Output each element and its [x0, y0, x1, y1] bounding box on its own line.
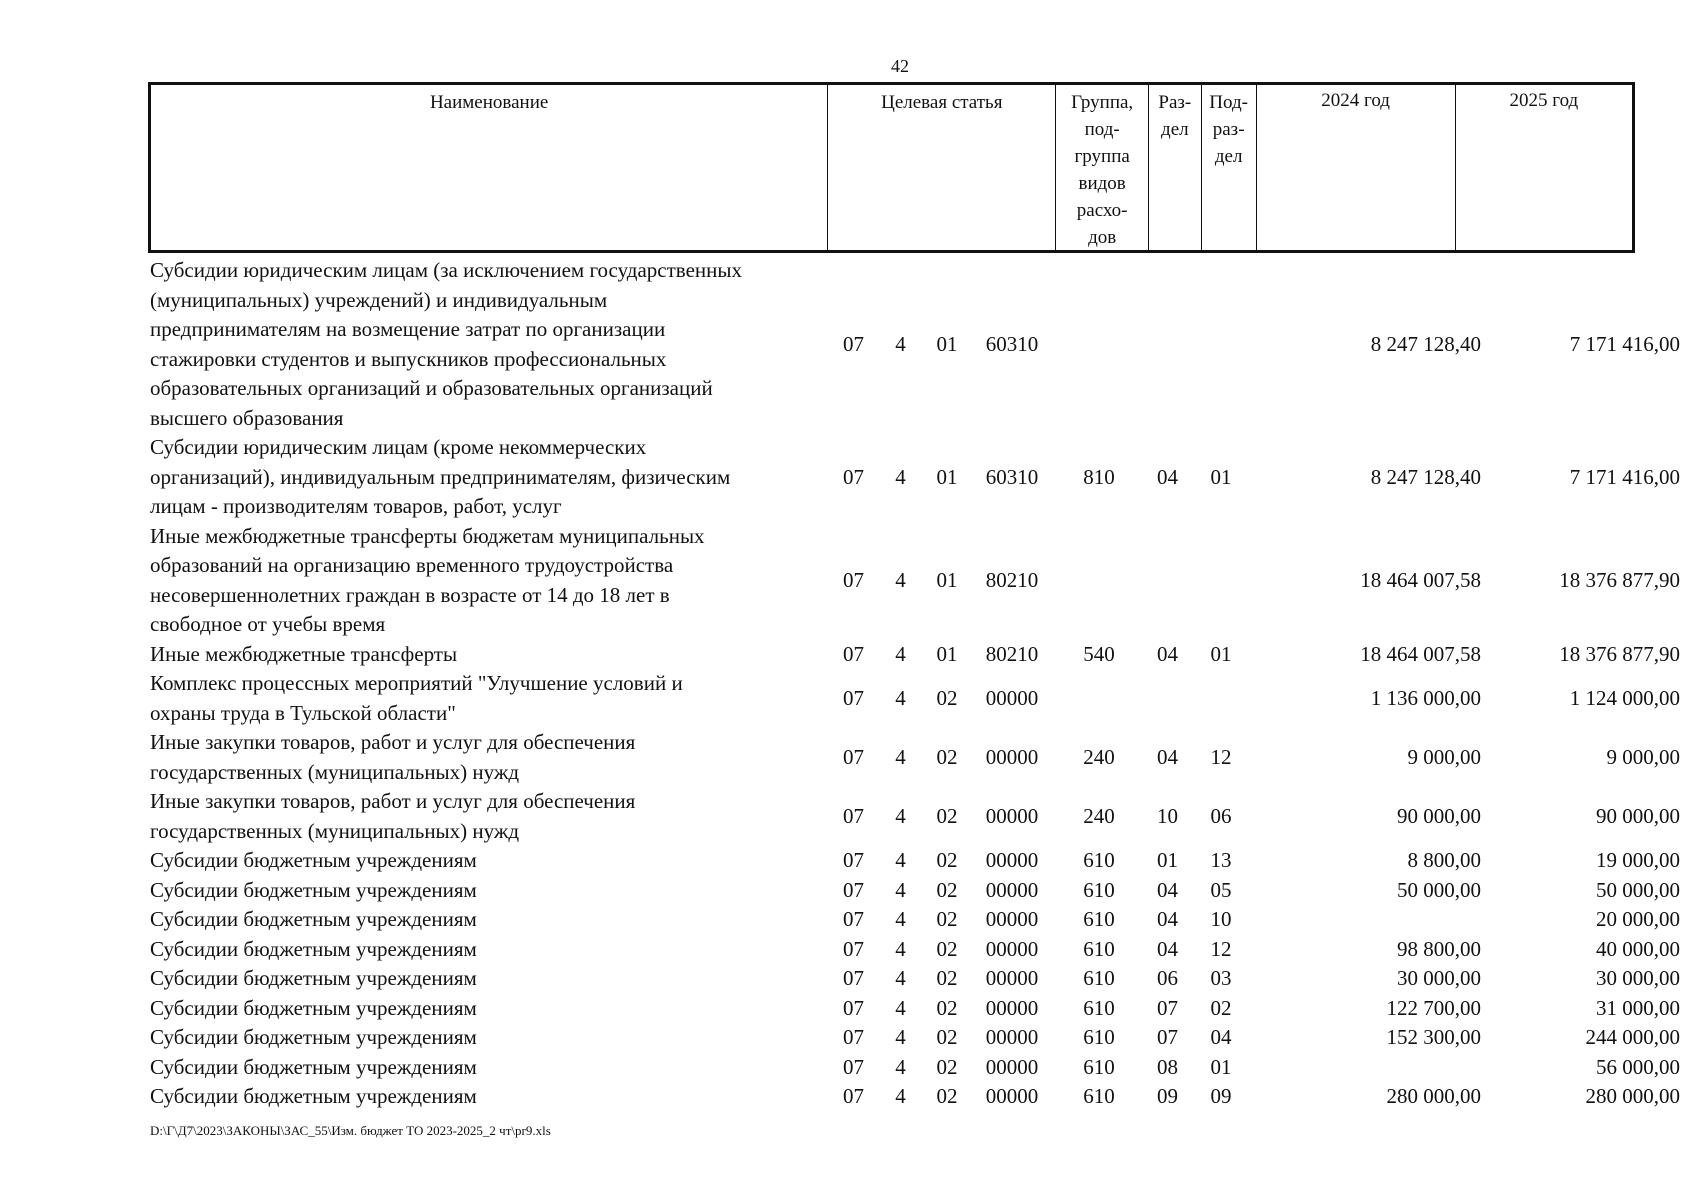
code-part-4: 00000: [985, 995, 1039, 1020]
code-part-2: 4: [895, 744, 906, 769]
header-line: дел: [1161, 119, 1189, 140]
code-part-3: 02: [936, 995, 958, 1020]
subsection-cell: 06: [1210, 803, 1232, 828]
code-part-2: 4: [895, 1025, 906, 1049]
amount-2025: 30 000,00: [1596, 966, 1680, 990]
row-name: [150, 935, 830, 965]
code-part-1: 07: [843, 331, 864, 356]
table-row: [150, 256, 1680, 433]
code-part-3: 02: [936, 877, 958, 902]
subsection-cell: 01: [1210, 641, 1232, 666]
table-row: [150, 905, 1680, 935]
code-part-3: 02: [936, 936, 958, 961]
group-cell: 610: [1083, 907, 1115, 931]
code-part-2: 4: [895, 966, 906, 990]
group-cell: 610: [1083, 966, 1115, 990]
code-part-3: 02: [936, 1054, 958, 1079]
table-row: [150, 522, 1680, 640]
code-part-3: 02: [936, 803, 958, 828]
amount-2024: 18 464 007,58: [1360, 567, 1481, 592]
code-part-1: 07: [843, 803, 864, 828]
code-part-1: 07: [843, 641, 864, 666]
code-part-2: 4: [895, 936, 906, 961]
code-part-4: 00000: [985, 907, 1039, 931]
code-part-1: 07: [843, 464, 864, 489]
code-part-4: 00000: [985, 966, 1039, 990]
code-part-4: 60310: [985, 464, 1039, 489]
group-cell: 610: [1083, 1025, 1115, 1049]
row-name-line: высшего образования: [150, 405, 344, 430]
code-part-2: 4: [895, 1054, 906, 1079]
section-cell: 04: [1157, 641, 1178, 666]
code-part-1: 07: [843, 907, 864, 931]
section-cell: 08: [1157, 1054, 1178, 1079]
section-cell: 06: [1157, 966, 1178, 990]
row-name-line: свободное от учебы время: [150, 612, 386, 636]
code-part-2: 4: [895, 641, 906, 666]
table-row: [150, 787, 1680, 846]
amount-2024: 30 000,00: [1397, 966, 1481, 990]
amount-2025: 7 171 416,00: [1569, 331, 1680, 356]
row-name-line: Субсидии бюджетным учреждениям: [150, 848, 477, 872]
row-name-line: Субсидии бюджетным учреждениям: [150, 995, 477, 1020]
header-name: Наименование: [151, 85, 828, 250]
section-cell: 04: [1157, 907, 1178, 931]
row-name-line: Субсидии бюджетным учреждениям: [150, 907, 477, 931]
code-part-2: 4: [895, 331, 906, 356]
amount-2024: 280 000,00: [1386, 1084, 1481, 1108]
amount-2025: 50 000,00: [1596, 877, 1680, 902]
row-name: [150, 964, 830, 994]
code-part-2: 4: [895, 848, 906, 872]
code-part-1: 07: [843, 995, 864, 1020]
amount-2025: 280 000,00: [1585, 1084, 1680, 1108]
code-part-4: 00000: [985, 685, 1039, 710]
row-name-line: Иные межбюджетные трансферты: [150, 641, 458, 666]
group-cell: 610: [1083, 877, 1115, 902]
row-name-line: стажировки студентов и выпускников профессиональных: [150, 346, 667, 371]
header-section: [1149, 85, 1202, 250]
table-row: [150, 1053, 1680, 1083]
row-name-line: образований на организацию временного трудоустройства: [150, 553, 674, 577]
code-part-4: 00000: [985, 848, 1039, 872]
table-row: [150, 1023, 1680, 1053]
row-name-line: организаций), индивидуальным предпринимателям, физическим: [150, 464, 731, 489]
code-part-4: 00000: [985, 877, 1039, 902]
amount-2024: 8 247 128,40: [1370, 464, 1481, 489]
header-target-article: Целевая статья: [828, 85, 1056, 250]
section-cell: 04: [1157, 877, 1178, 902]
row-name: [150, 640, 830, 670]
row-name-line: охраны труда в Тульской области": [150, 700, 456, 725]
row-name: [150, 728, 830, 787]
row-name-line: Субсидии бюджетным учреждениям: [150, 936, 477, 961]
row-name-line: Субсидии бюджетным учреждениям: [150, 1025, 477, 1049]
subsection-cell: 09: [1210, 1084, 1232, 1108]
code-part-4: 00000: [985, 1025, 1039, 1049]
subsection-cell: 01: [1210, 1054, 1232, 1079]
group-cell: 240: [1083, 803, 1115, 828]
table-row: [150, 994, 1680, 1024]
row-name-line: Субсидии бюджетным учреждениям: [150, 1084, 477, 1108]
code-part-4: 00000: [985, 936, 1039, 961]
row-name: [150, 669, 830, 728]
header-line: раз-: [1212, 119, 1245, 140]
section-cell: 01: [1157, 848, 1178, 872]
row-name-line: Комплекс процессных мероприятий "Улучшение условий и: [150, 671, 683, 695]
amount-2025: 90 000,00: [1596, 803, 1680, 828]
amount-2025: 40 000,00: [1596, 936, 1680, 961]
file-path-footer: D:\Г\Д7\2023\ЗАКОНЫ\ЗАС_55\Изм. бюджет ТО 2023-2025_2 чт\pr9.xls: [150, 1123, 551, 1138]
amount-2024: 90 000,00: [1397, 803, 1481, 828]
amount-2025: 18 376 877,90: [1559, 641, 1680, 666]
row-name: [150, 787, 830, 846]
amount-2024: 152 300,00: [1386, 1025, 1481, 1049]
code-part-2: 4: [895, 567, 906, 592]
table-row: [150, 669, 1680, 728]
row-name: [150, 846, 830, 876]
amount-2025: 31 000,00: [1596, 995, 1680, 1020]
code-part-3: 02: [936, 848, 958, 872]
code-part-2: 4: [895, 464, 906, 489]
code-part-4: 00000: [985, 803, 1039, 828]
code-part-1: 07: [843, 966, 864, 990]
code-part-3: 01: [936, 641, 958, 666]
group-cell: 610: [1083, 1054, 1115, 1079]
header-line: группа: [1074, 146, 1130, 167]
subsection-cell: 12: [1210, 936, 1232, 961]
row-name-line: Иные закупки товаров, работ и услуг для обеспечения: [150, 730, 636, 754]
header-line: Группа,: [1071, 92, 1134, 113]
section-cell: 09: [1157, 1084, 1178, 1108]
row-name: [150, 905, 830, 935]
subsection-cell: 01: [1210, 464, 1232, 489]
table-header: [148, 82, 1635, 253]
table-row: [150, 1082, 1680, 1112]
row-name-line: лицам - производителям товаров, работ, услуг: [150, 494, 562, 518]
code-part-1: 07: [843, 1084, 864, 1108]
row-name-line: Иные межбюджетные трансферты бюджетам муниципальных: [150, 523, 705, 548]
subsection-cell: 05: [1210, 877, 1232, 902]
code-part-2: 4: [895, 907, 906, 931]
code-part-3: 02: [936, 1084, 958, 1108]
row-name-line: предпринимателям на возмещение затрат по организации: [150, 317, 666, 341]
code-part-4: 80210: [985, 641, 1039, 666]
amount-2025: 20 000,00: [1596, 907, 1680, 931]
row-name-line: государственных (муниципальных) нужд: [150, 759, 520, 784]
code-part-3: 01: [936, 464, 958, 489]
header-line: видов: [1078, 173, 1126, 194]
amount-2025: 19 000,00: [1596, 848, 1680, 872]
section-cell: 04: [1157, 744, 1178, 769]
row-name: [150, 1082, 830, 1112]
table-body: [150, 256, 1680, 1112]
subsection-cell: 02: [1210, 995, 1232, 1020]
table-row: [150, 935, 1680, 965]
group-cell: 610: [1083, 936, 1115, 961]
header-line: дел: [1214, 146, 1243, 167]
header-line: расхо-: [1076, 200, 1128, 221]
row-name-line: Субсидии бюджетным учреждениям: [150, 1054, 477, 1079]
code-part-4: 00000: [985, 1084, 1039, 1108]
page-number: 42: [891, 56, 909, 76]
code-part-4: 00000: [985, 744, 1039, 769]
section-cell: 04: [1157, 464, 1178, 489]
row-name: [150, 433, 830, 522]
code-part-3: 02: [936, 744, 958, 769]
code-part-1: 07: [843, 744, 864, 769]
table-row: [150, 728, 1680, 787]
section-cell: 04: [1157, 936, 1178, 961]
amount-2024: 50 000,00: [1397, 877, 1481, 902]
row-name-line: Субсидии бюджетным учреждениям: [150, 877, 477, 902]
header-year-2024: 2024 год: [1257, 85, 1456, 250]
code-part-3: 02: [936, 685, 958, 710]
row-name-line: государственных (муниципальных) нужд: [150, 818, 520, 843]
table-row: [150, 876, 1680, 906]
section-cell: 10: [1157, 803, 1178, 828]
code-part-2: 4: [895, 803, 906, 828]
table-row: [150, 846, 1680, 876]
row-name: [150, 1053, 830, 1083]
row-name: [150, 256, 830, 433]
code-part-1: 07: [843, 1025, 864, 1049]
code-part-2: 4: [895, 685, 906, 710]
amount-2024: 9 000,00: [1407, 744, 1481, 769]
group-cell: 540: [1083, 641, 1115, 666]
row-name-line: Иные закупки товаров, работ и услуг для обеспечения: [150, 789, 636, 813]
row-name: [150, 522, 830, 640]
table-row: [150, 640, 1680, 670]
code-part-4: 80210: [985, 567, 1039, 592]
group-cell: 610: [1083, 1084, 1115, 1108]
table-row: [150, 433, 1680, 522]
subsection-cell: 13: [1210, 848, 1232, 872]
code-part-2: 4: [895, 995, 906, 1020]
code-part-3: 02: [936, 966, 958, 990]
code-part-4: 60310: [985, 331, 1039, 356]
code-part-4: 00000: [985, 1054, 1039, 1079]
header-line: дов: [1088, 227, 1117, 248]
amount-2025: 56 000,00: [1596, 1054, 1680, 1079]
code-part-1: 07: [843, 848, 864, 872]
code-part-2: 4: [895, 877, 906, 902]
header-group: [1056, 85, 1149, 250]
code-part-1: 07: [843, 877, 864, 902]
row-name: [150, 876, 830, 906]
amount-2024: 8 800,00: [1407, 848, 1481, 872]
section-cell: 07: [1157, 995, 1178, 1020]
subsection-cell: 03: [1210, 966, 1232, 990]
amount-2024: 18 464 007,58: [1360, 641, 1481, 666]
code-part-3: 01: [936, 331, 958, 356]
header-line: под-: [1084, 119, 1120, 140]
amount-2025: 18 376 877,90: [1559, 567, 1680, 592]
header-year-2025: 2025 год: [1509, 90, 1579, 111]
row-name-line: Субсидии юридическим лицам (кроме некоммерческих: [150, 435, 647, 459]
group-cell: 610: [1083, 848, 1115, 872]
amount-2024: 98 800,00: [1397, 936, 1481, 961]
group-cell: 240: [1083, 744, 1115, 769]
code-part-2: 4: [895, 1084, 906, 1108]
amount-2025: 1 124 000,00: [1569, 685, 1680, 710]
code-part-1: 07: [843, 1054, 864, 1079]
amount-2025: 9 000,00: [1606, 744, 1680, 769]
row-name-line: (муниципальных) учреждений) и индивидуальным: [150, 287, 608, 312]
code-part-1: 07: [843, 567, 864, 592]
section-cell: 07: [1157, 1025, 1178, 1049]
code-part-1: 07: [843, 685, 864, 710]
header-line: Под-: [1209, 92, 1248, 113]
row-name-line: образовательных организаций и образовательных организаций: [150, 376, 713, 400]
subsection-cell: 10: [1210, 907, 1232, 931]
code-part-1: 07: [843, 936, 864, 961]
amount-2024: 8 247 128,40: [1370, 331, 1481, 356]
row-name: [150, 1023, 830, 1053]
row-name-line: несовершеннолетних граждан в возрасте от 14 до 18 лет в: [150, 582, 670, 607]
code-part-3: 01: [936, 567, 958, 592]
row-name: [150, 994, 830, 1024]
code-part-3: 02: [936, 907, 958, 931]
row-name-line: Субсидии бюджетным учреждениям: [150, 966, 477, 990]
table-row: [150, 964, 1680, 994]
amount-2025: 7 171 416,00: [1569, 464, 1680, 489]
subsection-cell: 12: [1210, 744, 1232, 769]
code-part-3: 02: [936, 1025, 958, 1049]
header-line: Раз-: [1158, 92, 1192, 113]
row-name-line: Субсидии юридическим лицам (за исключением государственных: [150, 258, 742, 282]
amount-2024: 122 700,00: [1386, 995, 1481, 1020]
amount-2025: 244 000,00: [1585, 1025, 1680, 1049]
subsection-cell: 04: [1210, 1025, 1232, 1049]
group-cell: 810: [1083, 464, 1115, 489]
header-subsection: [1202, 85, 1257, 250]
amount-2024: 1 136 000,00: [1370, 685, 1481, 710]
group-cell: 610: [1083, 995, 1115, 1020]
